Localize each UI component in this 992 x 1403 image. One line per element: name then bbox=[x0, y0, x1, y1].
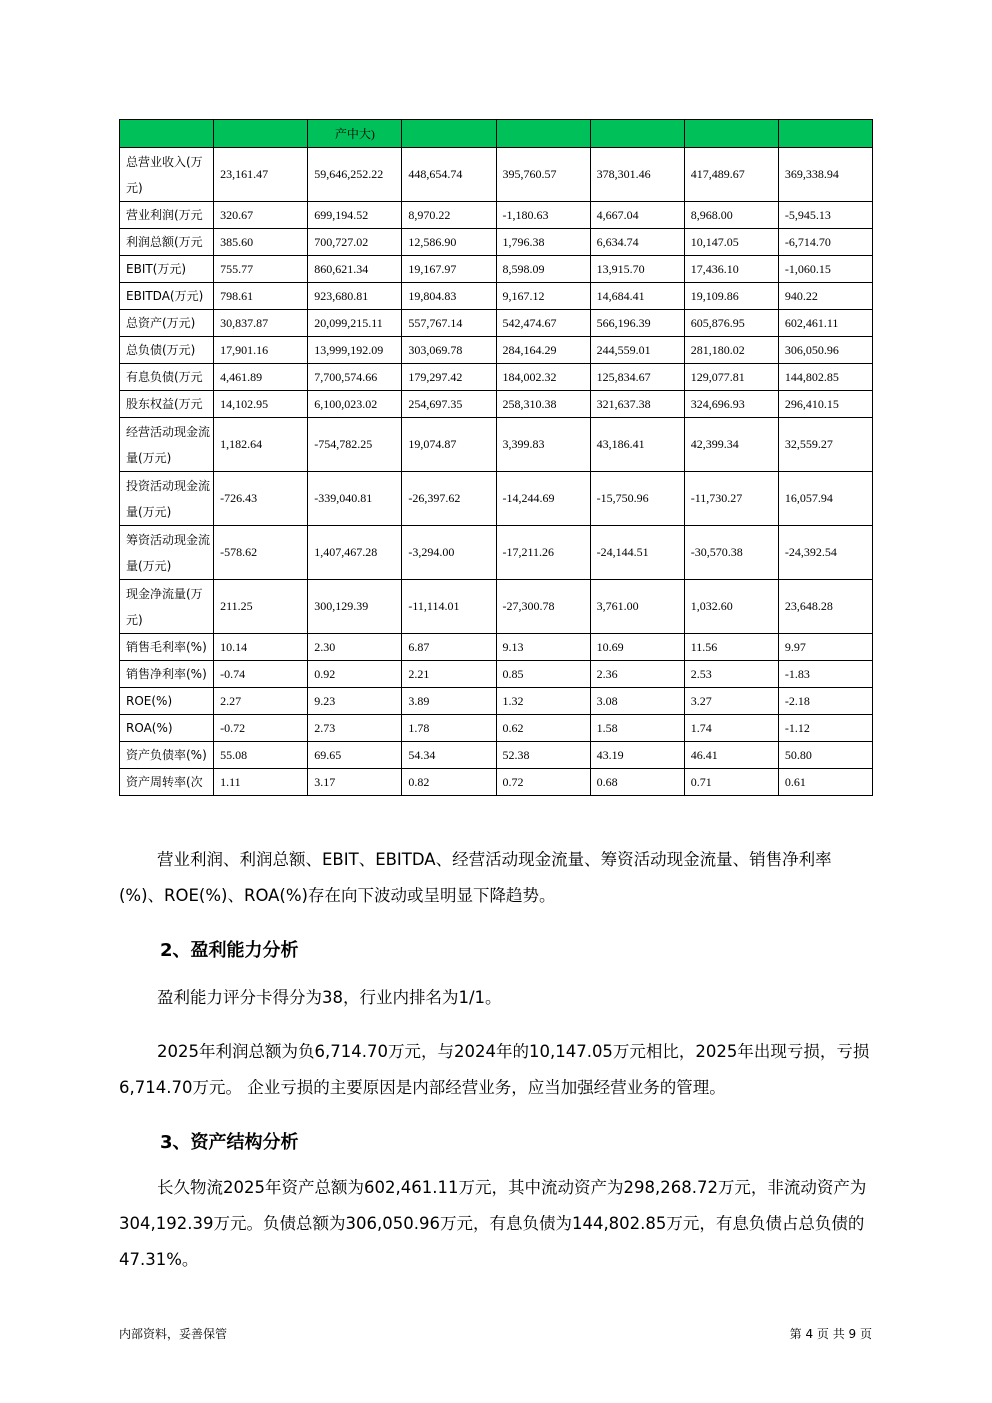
table-cell: 0.85 bbox=[496, 661, 590, 688]
table-cell: 19,804.83 bbox=[402, 283, 496, 310]
table-cell: 10,147.05 bbox=[684, 229, 778, 256]
table-cell: 144,802.85 bbox=[778, 364, 872, 391]
row-label: 利润总额(万元 bbox=[120, 229, 214, 256]
table-cell: 4,667.04 bbox=[590, 202, 684, 229]
table-cell: 0.92 bbox=[308, 661, 402, 688]
table-row bbox=[120, 715, 873, 742]
table-cell: 3.17 bbox=[308, 769, 402, 796]
table-cell: 306,050.96 bbox=[778, 337, 872, 364]
footer-page-number: 第 4 页 共 9 页 bbox=[789, 1327, 872, 1341]
header-cell bbox=[214, 120, 308, 148]
header-cell bbox=[590, 120, 684, 148]
table-cell: -5,945.13 bbox=[778, 202, 872, 229]
table-cell: 19,109.86 bbox=[684, 283, 778, 310]
table-row bbox=[120, 337, 873, 364]
table-row bbox=[120, 229, 873, 256]
table-cell: -27,300.78 bbox=[496, 580, 590, 634]
table-cell: 16,057.94 bbox=[778, 472, 872, 526]
table-cell: 296,410.15 bbox=[778, 391, 872, 418]
table-cell: -1,180.63 bbox=[496, 202, 590, 229]
row-label: 股东权益(万元 bbox=[120, 391, 214, 418]
table-cell: 17,901.16 bbox=[214, 337, 308, 364]
table-cell: 14,102.95 bbox=[214, 391, 308, 418]
table-cell: 14,684.41 bbox=[590, 283, 684, 310]
table-cell: 23,161.47 bbox=[214, 148, 308, 202]
table-cell: 369,338.94 bbox=[778, 148, 872, 202]
table-cell: 8,598.09 bbox=[496, 256, 590, 283]
table-cell: -17,211.26 bbox=[496, 526, 590, 580]
table-cell: -2.18 bbox=[778, 688, 872, 715]
table-cell: 0.72 bbox=[496, 769, 590, 796]
table-cell: 602,461.11 bbox=[778, 310, 872, 337]
table-cell: 1.58 bbox=[590, 715, 684, 742]
table-cell: 755.77 bbox=[214, 256, 308, 283]
table-row bbox=[120, 418, 873, 472]
table-cell: 1,032.60 bbox=[684, 580, 778, 634]
table-row bbox=[120, 769, 873, 796]
table-cell: 7,700,574.66 bbox=[308, 364, 402, 391]
table-cell: 1.74 bbox=[684, 715, 778, 742]
table-cell: 211.25 bbox=[214, 580, 308, 634]
row-label: 销售毛利率(%) bbox=[120, 634, 214, 661]
table-cell: 6,100,023.02 bbox=[308, 391, 402, 418]
table-cell: 4,461.89 bbox=[214, 364, 308, 391]
table-cell: 0.62 bbox=[496, 715, 590, 742]
row-label: 筹资活动现金流量(万元) bbox=[120, 526, 214, 580]
profit-analysis-paragraph: 2025年利润总额为负6,714.70万元，与2024年的10,147.05万元相比，2025年出现亏损，亏损6,714.70万元。 企业亏损的主要原因是内部经营业务，应当加强经营业务的管理。 bbox=[119, 1042, 870, 1097]
row-label: 总营业收入(万元) bbox=[120, 148, 214, 202]
profitability-score-paragraph: 盈利能力评分卡得分为38，行业内排名为1/1。 bbox=[157, 988, 502, 1007]
table-cell: 0.61 bbox=[778, 769, 872, 796]
table-cell: -1.12 bbox=[778, 715, 872, 742]
table-cell: 417,489.67 bbox=[684, 148, 778, 202]
table-cell: -1.83 bbox=[778, 661, 872, 688]
table-cell: 244,559.01 bbox=[590, 337, 684, 364]
table-cell: -0.72 bbox=[214, 715, 308, 742]
row-label: ROA(%) bbox=[120, 715, 214, 742]
table-cell: 13,915.70 bbox=[590, 256, 684, 283]
table-cell: 557,767.14 bbox=[402, 310, 496, 337]
table-cell: 281,180.02 bbox=[684, 337, 778, 364]
table-cell: 6.87 bbox=[402, 634, 496, 661]
row-label: 销售净利率(%) bbox=[120, 661, 214, 688]
section-heading-profitability: 2、盈利能力分析 bbox=[160, 940, 299, 961]
financial-table bbox=[119, 119, 873, 796]
table-cell: 320.67 bbox=[214, 202, 308, 229]
table-cell: 19,074.87 bbox=[402, 418, 496, 472]
footer-left: 内部资料，妥善保管 bbox=[119, 1327, 228, 1341]
table-row bbox=[120, 364, 873, 391]
table-cell: 46.41 bbox=[684, 742, 778, 769]
table-cell: 17,436.10 bbox=[684, 256, 778, 283]
table-cell: -26,397.62 bbox=[402, 472, 496, 526]
table-cell: 258,310.38 bbox=[496, 391, 590, 418]
table-cell: 8,970.22 bbox=[402, 202, 496, 229]
table-cell: 9,167.12 bbox=[496, 283, 590, 310]
table-row bbox=[120, 661, 873, 688]
table-row bbox=[120, 391, 873, 418]
table-row bbox=[120, 256, 873, 283]
table-cell: 1,182.64 bbox=[214, 418, 308, 472]
row-label: ROE(%) bbox=[120, 688, 214, 715]
header-cell bbox=[120, 120, 214, 148]
asset-structure-paragraph: 长久物流2025年资产总额为602,461.11万元，其中流动资产为298,268.72万元，非流动资产为304,192.39万元。负债总额为306,050.96万元，有息负债为144,802.85万元，有息负债占总负债的47.31%。 bbox=[119, 1178, 867, 1269]
table-cell: 2.36 bbox=[590, 661, 684, 688]
table-row bbox=[120, 148, 873, 202]
table-row bbox=[120, 742, 873, 769]
summary-paragraph: 营业利润、利润总额、EBIT、EBITDA、经营活动现金流量、筹资活动现金流量、销售净利率(%)、ROE(%)、ROA(%)存在向下波动或呈明显下降趋势。 bbox=[119, 850, 832, 905]
header-cell bbox=[402, 120, 496, 148]
table-cell: 700,727.02 bbox=[308, 229, 402, 256]
table-cell: 55.08 bbox=[214, 742, 308, 769]
table-cell: 798.61 bbox=[214, 283, 308, 310]
table-cell: 303,069.78 bbox=[402, 337, 496, 364]
table-cell: -14,244.69 bbox=[496, 472, 590, 526]
table-cell: 2.21 bbox=[402, 661, 496, 688]
table-row bbox=[120, 580, 873, 634]
table-cell: 54.34 bbox=[402, 742, 496, 769]
row-label: 现金净流量(万元) bbox=[120, 580, 214, 634]
table-cell: 605,876.95 bbox=[684, 310, 778, 337]
table-cell: 3.08 bbox=[590, 688, 684, 715]
table-cell: 385.60 bbox=[214, 229, 308, 256]
table-cell: 2.53 bbox=[684, 661, 778, 688]
table-cell: 50.80 bbox=[778, 742, 872, 769]
table-cell: 3.27 bbox=[684, 688, 778, 715]
table-cell: 2.30 bbox=[308, 634, 402, 661]
table-cell: 69.65 bbox=[308, 742, 402, 769]
table-cell: 1,796.38 bbox=[496, 229, 590, 256]
table-cell: 184,002.32 bbox=[496, 364, 590, 391]
table-cell: 324,696.93 bbox=[684, 391, 778, 418]
table-cell: 3.89 bbox=[402, 688, 496, 715]
table-cell: 448,654.74 bbox=[402, 148, 496, 202]
table-cell: 940.22 bbox=[778, 283, 872, 310]
table-cell: -754,782.25 bbox=[308, 418, 402, 472]
header-cell bbox=[496, 120, 590, 148]
table-cell: 13,999,192.09 bbox=[308, 337, 402, 364]
header-cell bbox=[684, 120, 778, 148]
table-cell: 9.13 bbox=[496, 634, 590, 661]
table-cell: 6,634.74 bbox=[590, 229, 684, 256]
header-cell: 产中大) bbox=[308, 120, 402, 148]
table-cell: 10.69 bbox=[590, 634, 684, 661]
table-cell: -339,040.81 bbox=[308, 472, 402, 526]
table-cell: -0.74 bbox=[214, 661, 308, 688]
table-cell: 1.11 bbox=[214, 769, 308, 796]
row-label: 有息负债(万元 bbox=[120, 364, 214, 391]
table-cell: 43,186.41 bbox=[590, 418, 684, 472]
row-label: 资产周转率(次 bbox=[120, 769, 214, 796]
table-cell: 395,760.57 bbox=[496, 148, 590, 202]
table-cell: 9.97 bbox=[778, 634, 872, 661]
table-cell: 923,680.81 bbox=[308, 283, 402, 310]
table-cell: 254,697.35 bbox=[402, 391, 496, 418]
table-cell: 32,559.27 bbox=[778, 418, 872, 472]
row-label: 投资活动现金流量(万元) bbox=[120, 472, 214, 526]
table-cell: 0.68 bbox=[590, 769, 684, 796]
table-cell: 59,646,252.22 bbox=[308, 148, 402, 202]
table-row bbox=[120, 634, 873, 661]
row-label: EBITDA(万元) bbox=[120, 283, 214, 310]
table-cell: -24,392.54 bbox=[778, 526, 872, 580]
table-cell: 3,761.00 bbox=[590, 580, 684, 634]
table-cell: 179,297.42 bbox=[402, 364, 496, 391]
table-cell: 1.78 bbox=[402, 715, 496, 742]
table-cell: 0.82 bbox=[402, 769, 496, 796]
table-row bbox=[120, 526, 873, 580]
table-cell: 30,837.87 bbox=[214, 310, 308, 337]
table-cell: 8,968.00 bbox=[684, 202, 778, 229]
table-cell: -11,114.01 bbox=[402, 580, 496, 634]
table-cell: -15,750.96 bbox=[590, 472, 684, 526]
section-heading-asset-structure: 3、资产结构分析 bbox=[160, 1132, 299, 1153]
table-cell: -1,060.15 bbox=[778, 256, 872, 283]
table-row bbox=[120, 283, 873, 310]
table-row bbox=[120, 310, 873, 337]
table-cell: 19,167.97 bbox=[402, 256, 496, 283]
table-cell: 378,301.46 bbox=[590, 148, 684, 202]
table-cell: 11.56 bbox=[684, 634, 778, 661]
table-cell: 3,399.83 bbox=[496, 418, 590, 472]
table-cell: 12,586.90 bbox=[402, 229, 496, 256]
table-cell: 125,834.67 bbox=[590, 364, 684, 391]
table-row bbox=[120, 472, 873, 526]
table-cell: 0.71 bbox=[684, 769, 778, 796]
table-cell: 129,077.81 bbox=[684, 364, 778, 391]
table-cell: 10.14 bbox=[214, 634, 308, 661]
table-cell: -30,570.38 bbox=[684, 526, 778, 580]
table-cell: -726.43 bbox=[214, 472, 308, 526]
table-cell: 566,196.39 bbox=[590, 310, 684, 337]
header-cell bbox=[778, 120, 872, 148]
table-cell: 300,129.39 bbox=[308, 580, 402, 634]
table-cell: 42,399.34 bbox=[684, 418, 778, 472]
table-cell: 284,164.29 bbox=[496, 337, 590, 364]
table-cell: 699,194.52 bbox=[308, 202, 402, 229]
row-label: 经营活动现金流量(万元) bbox=[120, 418, 214, 472]
table-cell: -578.62 bbox=[214, 526, 308, 580]
table-cell: 1.32 bbox=[496, 688, 590, 715]
row-label: 总资产(万元) bbox=[120, 310, 214, 337]
table-cell: 2.73 bbox=[308, 715, 402, 742]
table-cell: 52.38 bbox=[496, 742, 590, 769]
table-cell: 1,407,467.28 bbox=[308, 526, 402, 580]
table-row bbox=[120, 202, 873, 229]
table-cell: 20,099,215.11 bbox=[308, 310, 402, 337]
table-cell: 2.27 bbox=[214, 688, 308, 715]
row-label: 资产负债率(%) bbox=[120, 742, 214, 769]
table-cell: -11,730.27 bbox=[684, 472, 778, 526]
table-cell: -3,294.00 bbox=[402, 526, 496, 580]
row-label: EBIT(万元) bbox=[120, 256, 214, 283]
table-row bbox=[120, 688, 873, 715]
table-header-row bbox=[120, 120, 873, 148]
table-cell: 43.19 bbox=[590, 742, 684, 769]
row-label: 营业利润(万元 bbox=[120, 202, 214, 229]
table-cell: -24,144.51 bbox=[590, 526, 684, 580]
table-cell: 542,474.67 bbox=[496, 310, 590, 337]
table-cell: -6,714.70 bbox=[778, 229, 872, 256]
row-label: 总负债(万元) bbox=[120, 337, 214, 364]
table-cell: 23,648.28 bbox=[778, 580, 872, 634]
table-cell: 860,621.34 bbox=[308, 256, 402, 283]
table-cell: 321,637.38 bbox=[590, 391, 684, 418]
table-cell: 9.23 bbox=[308, 688, 402, 715]
